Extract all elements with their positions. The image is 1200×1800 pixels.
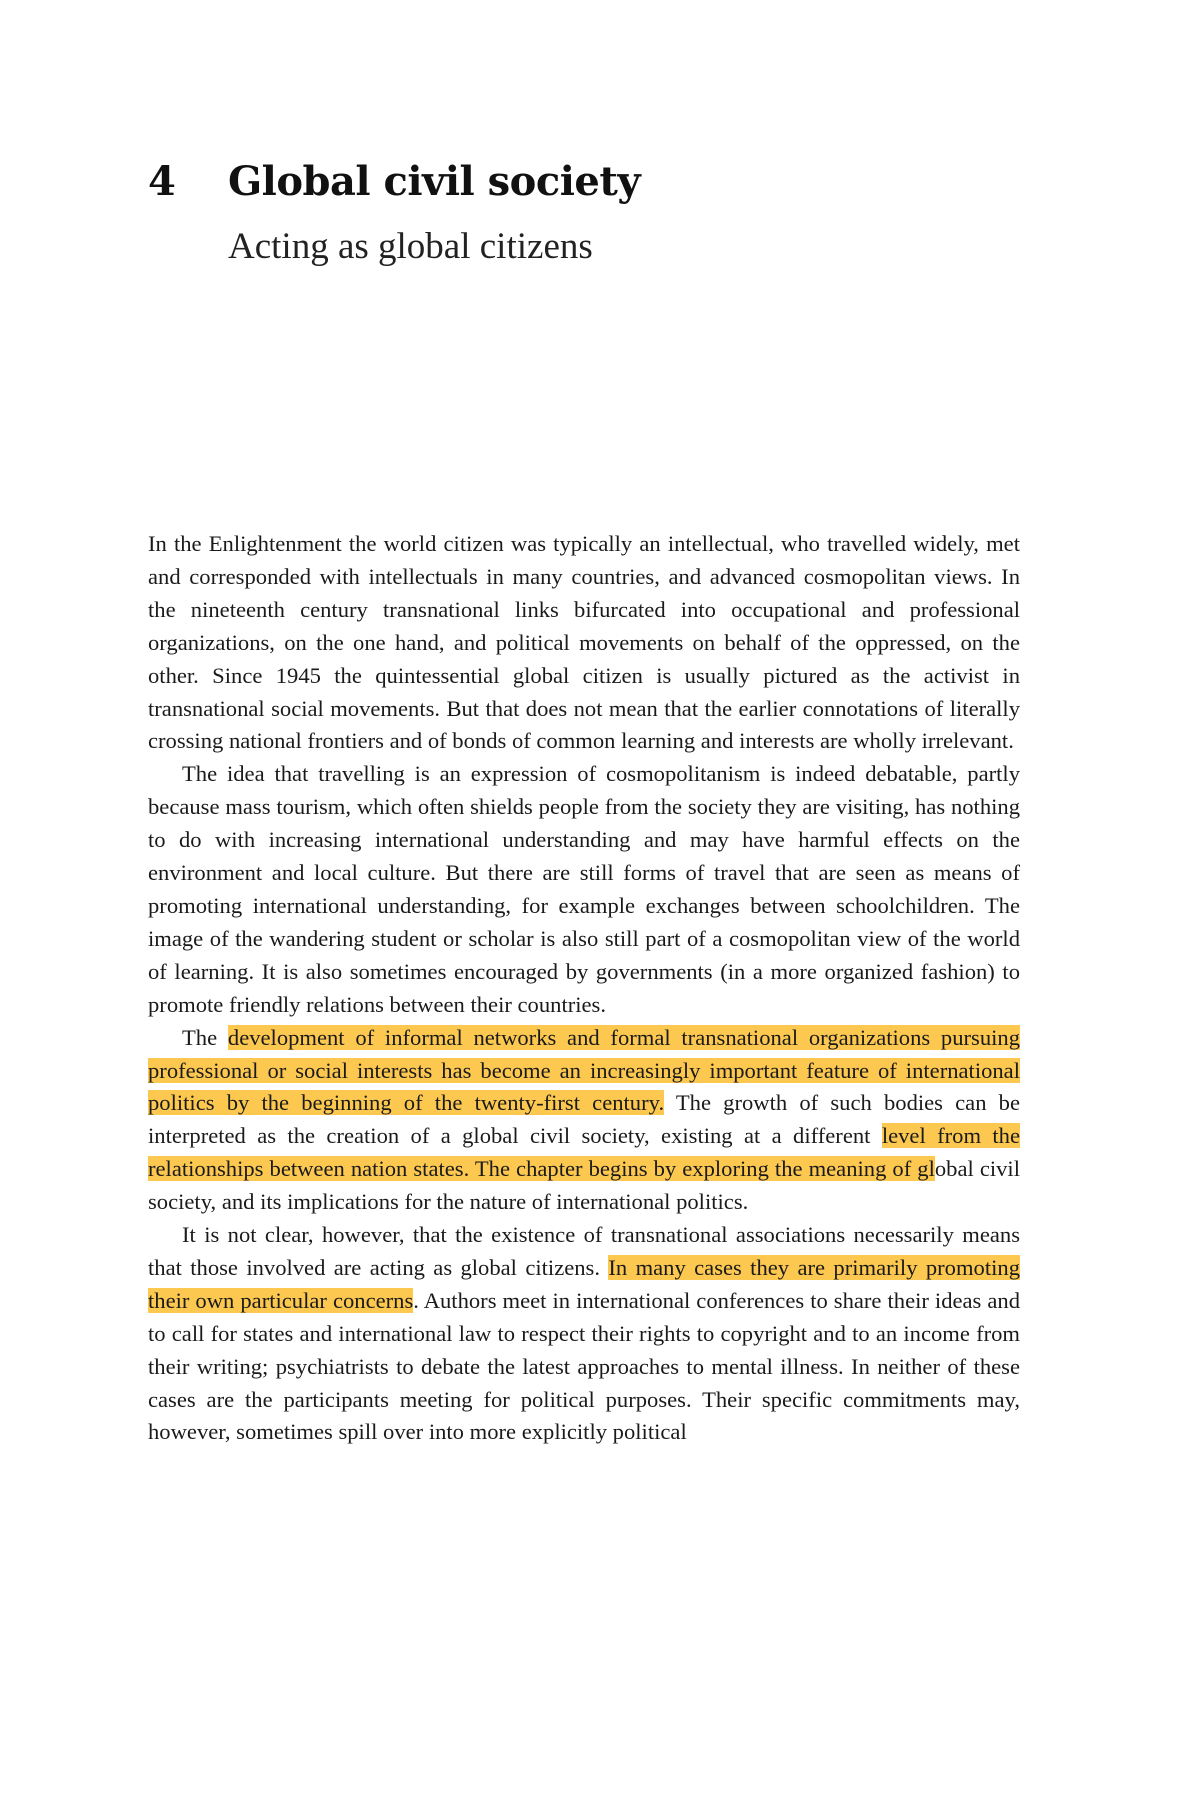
highlighted-text: development of informal networks and formal transnational organizations pursuing professional or social interests has become an increasingly important feature of international politics by the beginning of the twenty-first century.	[148, 1024, 1021, 1116]
text-segment: The growth of such bodies can be interpreted as the creation of a global civil society, existing at a different	[148, 1090, 1020, 1149]
text-segment: It is not clear, however, that the existence of transnational associations necessarily means that those involved are acting as global citizens.	[148, 1222, 1020, 1280]
chapter-title: Global civil society	[228, 158, 641, 205]
text-segment: obal civil society, and its implications for the nature of international politics.	[148, 1156, 1020, 1215]
paragraph	[148, 758, 1020, 1021]
highlighted-text: level from the relationships between nation states. The chapter begins by exploring the meaning of gl	[148, 1123, 1020, 1182]
highlighted-text: In many cases they are primarily promoting their own particular concerns	[148, 1254, 1020, 1313]
paragraph	[148, 528, 1020, 758]
text-segment: The	[182, 1024, 228, 1050]
chapter-subtitle: Acting as global citizens	[228, 226, 593, 267]
text-segment: . Authors meet in international conferences to share their ideas and to call for states and international law to respect their rights to copyright and to an income from their writing; psychiatrists to debate the latest approaches to mental illness. In neither of these cases are the participants meeting for political purposes. Their specific commitments may, however, sometimes spill over into more explicitly political	[148, 1287, 1021, 1445]
paragraph	[148, 1022, 1020, 1219]
chapter-number: 4	[148, 158, 176, 205]
text-segment: The idea that travelling is an expression of cosmopolitanism is indeed debatable, partly because mass tourism, which often shields people from the society they are visiting, has nothing to do with increasing international understanding and may have harmful effects on the environment and local culture. But there are still forms of travel that are seen as means of promoting international understanding, for example exchanges between schoolchildren. The image of the wandering student or scholar is also still part of a cosmopolitan view of the world of learning. It is also sometimes encouraged by governments (in a more organized fashion) to promote friendly relations between their countries.	[148, 761, 1020, 1017]
chapter-heading	[148, 158, 640, 268]
paragraph	[148, 1219, 1020, 1449]
text-segment: In the Enlightenment the world citizen was typically an intellectual, who travelled widely, met and corresponded with intellectuals in many countries, and advanced cosmopolitan views. In the nineteenth century transnational links bifurcated into occupational and professional organizations, on the one hand, and political movements on behalf of the oppressed, on the other. Since 1945 the quintessential global citizen is usually pictured as the activist in transnational social movements. But that does not mean that the earlier connotations of literally crossing national frontiers and of bonds of common learning and interests are wholly irrelevant.	[148, 531, 1020, 754]
body-text	[148, 528, 1020, 1449]
chapter-title-row	[148, 158, 640, 205]
